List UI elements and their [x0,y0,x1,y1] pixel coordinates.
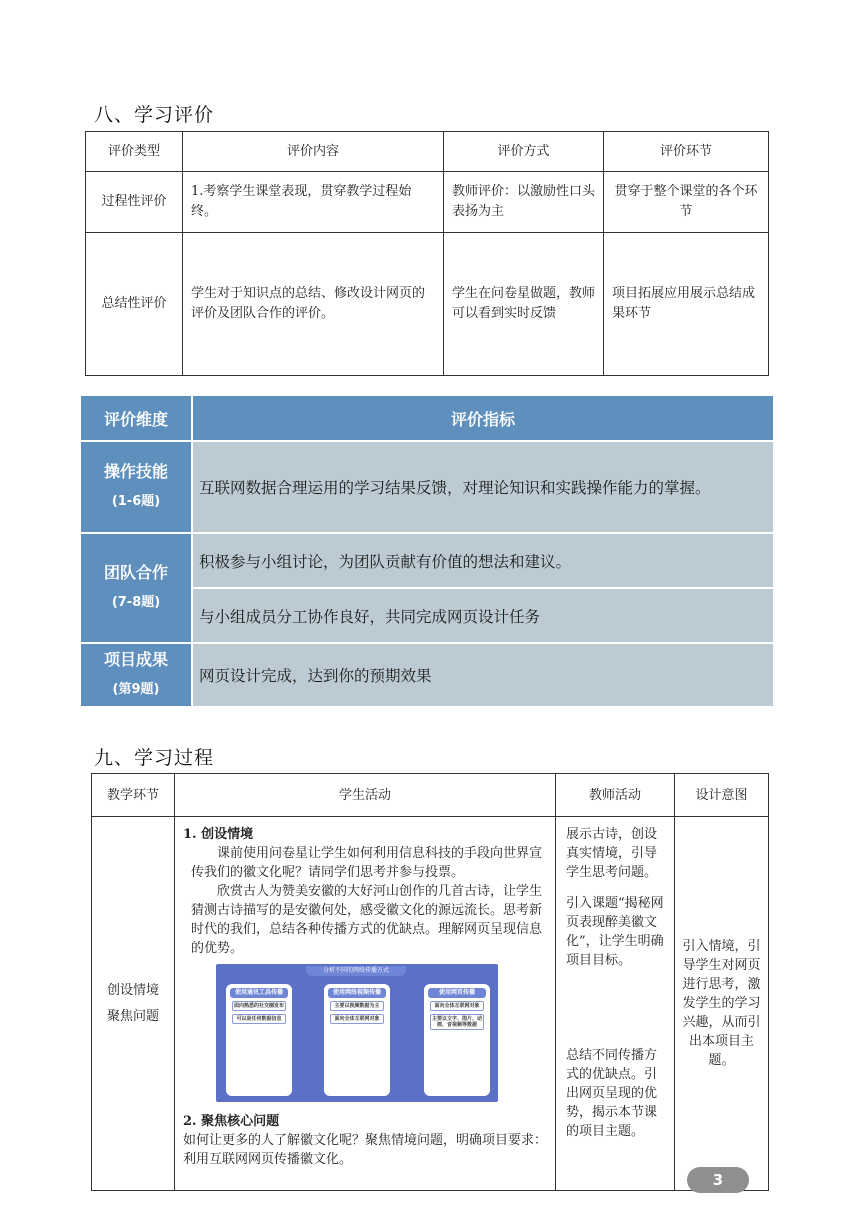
dimension-questions: (1-6题) [111,494,161,509]
table-cell: 总结性评价 [86,233,183,376]
student-activity-cell [175,817,556,1191]
diagram-card [424,984,490,1096]
table-cell: 项目拓展应用展示总结成果环节 [604,233,769,376]
section-9-title: 九、学习过程 [94,747,215,769]
rubric-indicator: 互联网数据合理运用的学习结果反馈，对理论知识和实践操作能力的掌握。 [192,441,774,533]
diagram-card [226,984,292,1096]
card-title: 使用网页传播 [428,988,486,998]
diagram-card [324,984,390,1096]
card-item: 主要以文字、图片、动画、音视频等数据 [432,1016,483,1028]
teacher-paragraph: 总结不同传播方式的优缺点。引出网页呈现的优势，揭示本节课的项目主题。 [566,1048,658,1139]
page-number: 3 [687,1167,749,1193]
card-item: 面向熟悉的社交圈发布 [234,1003,285,1009]
stage-name: 聚焦问题 [106,1008,159,1024]
section-8-title: 八、学习评价 [94,104,215,126]
teacher-paragraph: 引入课题“揭秘网页表现醉美徽文化”，让学生明确项目目标。 [566,896,664,968]
activity-paragraph: 欣赏古人为赞美安徽的大好河山创作的几首古诗，让学生猜测古诗描写的是安徽何处，感受徽文化的源远流长。思考新时代的我们，总结各种传播方式的优缺点。理解网页呈现信息的优势。 [191,884,543,956]
card-item: 主要以视频数据为主 [330,1001,384,1011]
activity-heading: 2. 聚焦核心问题 [183,1114,280,1129]
teacher-activity-cell [556,817,675,1191]
table-cell: 学生在问卷星做题，教师可以看到实时反馈 [444,233,604,376]
header-cell: 设计意图 [675,774,769,817]
header-cell: 教学环节 [92,774,175,817]
evaluation-table [85,131,769,376]
table-cell: 贯穿于整个课堂的各个环节 [604,172,769,233]
diagram-title: 分析不同的网络传播方式 [306,966,406,976]
header-cell: 评价内容 [183,132,444,172]
table-cell: 1.考察学生课堂表现，贯穿教学过程始终。 [183,172,444,233]
transmission-diagram [216,964,498,1102]
rubric-indicator: 与小组成员分工协作良好，共同完成网页设计任务 [192,588,774,643]
design-intent-cell [675,817,769,1191]
dimension-name: 操作技能 [103,462,168,481]
activity-paragraph: 课前使用问卷星让学生如何利用信息科技的手段向世界宣传我们的徽文化呢？请同学们思考并参与投票。 [191,846,543,880]
stage-name: 创设情境 [106,982,159,998]
table-row [86,172,769,233]
table-row [86,233,769,376]
table-cell: 学生对于知识点的总结、修改设计网页的评价及团队合作的评价。 [183,233,444,376]
rubric-dimension [80,533,192,643]
card-title: 使用网络视频传播 [328,988,386,998]
card-item: 面向全体互联网对象 [430,1001,484,1011]
table-cell: 过程性评价 [86,172,183,233]
rubric-dimension [80,441,192,533]
rubric-header-dimension: 评价维度 [80,395,192,441]
activity-heading: 1. 创设情境 [183,827,254,842]
header-cell: 教师活动 [556,774,675,817]
dimension-questions: (7-8题) [111,595,161,610]
header-cell: 学生活动 [175,774,556,817]
header-cell: 评价方式 [444,132,604,172]
card-title: 使用通讯工具传播 [230,988,288,998]
teacher-paragraph: 展示古诗，创设真实情境，引导学生思考问题。 [566,827,658,880]
rubric-header-indicator: 评价指标 [192,395,774,441]
rubric-row [80,441,774,533]
rubric-table [79,394,775,708]
stage-cell [92,817,175,1191]
dimension-name: 项目成果 [103,650,168,669]
rubric-dimension [80,643,192,707]
card-item: 可以是任何数据信息 [232,1014,286,1024]
header-cell: 评价类型 [86,132,183,172]
process-table [91,773,769,1191]
header-cell: 评价环节 [604,132,769,172]
design-intent-text: 引入情境，引导学生对网页进行思考，激发学生的学习兴趣，从而引出本项目主题。 [682,939,761,1068]
activity-paragraph: 如何让更多的人了解徽文化呢？聚焦情境问题，明确项目要求：利用互联网网页传播徽文化。 [183,1133,548,1167]
dimension-questions: (第9题) [112,682,160,697]
rubric-indicator: 网页设计完成，达到你的预期效果 [192,643,774,707]
rubric-indicator: 积极参与小组讨论，为团队贡献有价值的想法和建议。 [192,533,774,588]
dimension-name: 团队合作 [103,563,168,582]
rubric-row [80,533,774,588]
table-cell: 教师评价：以激励性口头表扬为主 [444,172,604,233]
process-row [92,817,769,1191]
rubric-header-row [80,395,774,441]
rubric-row [80,643,774,707]
process-header-row [92,774,769,817]
table-header-row [86,132,769,172]
card-item: 面向全体互联网对象 [330,1014,384,1024]
